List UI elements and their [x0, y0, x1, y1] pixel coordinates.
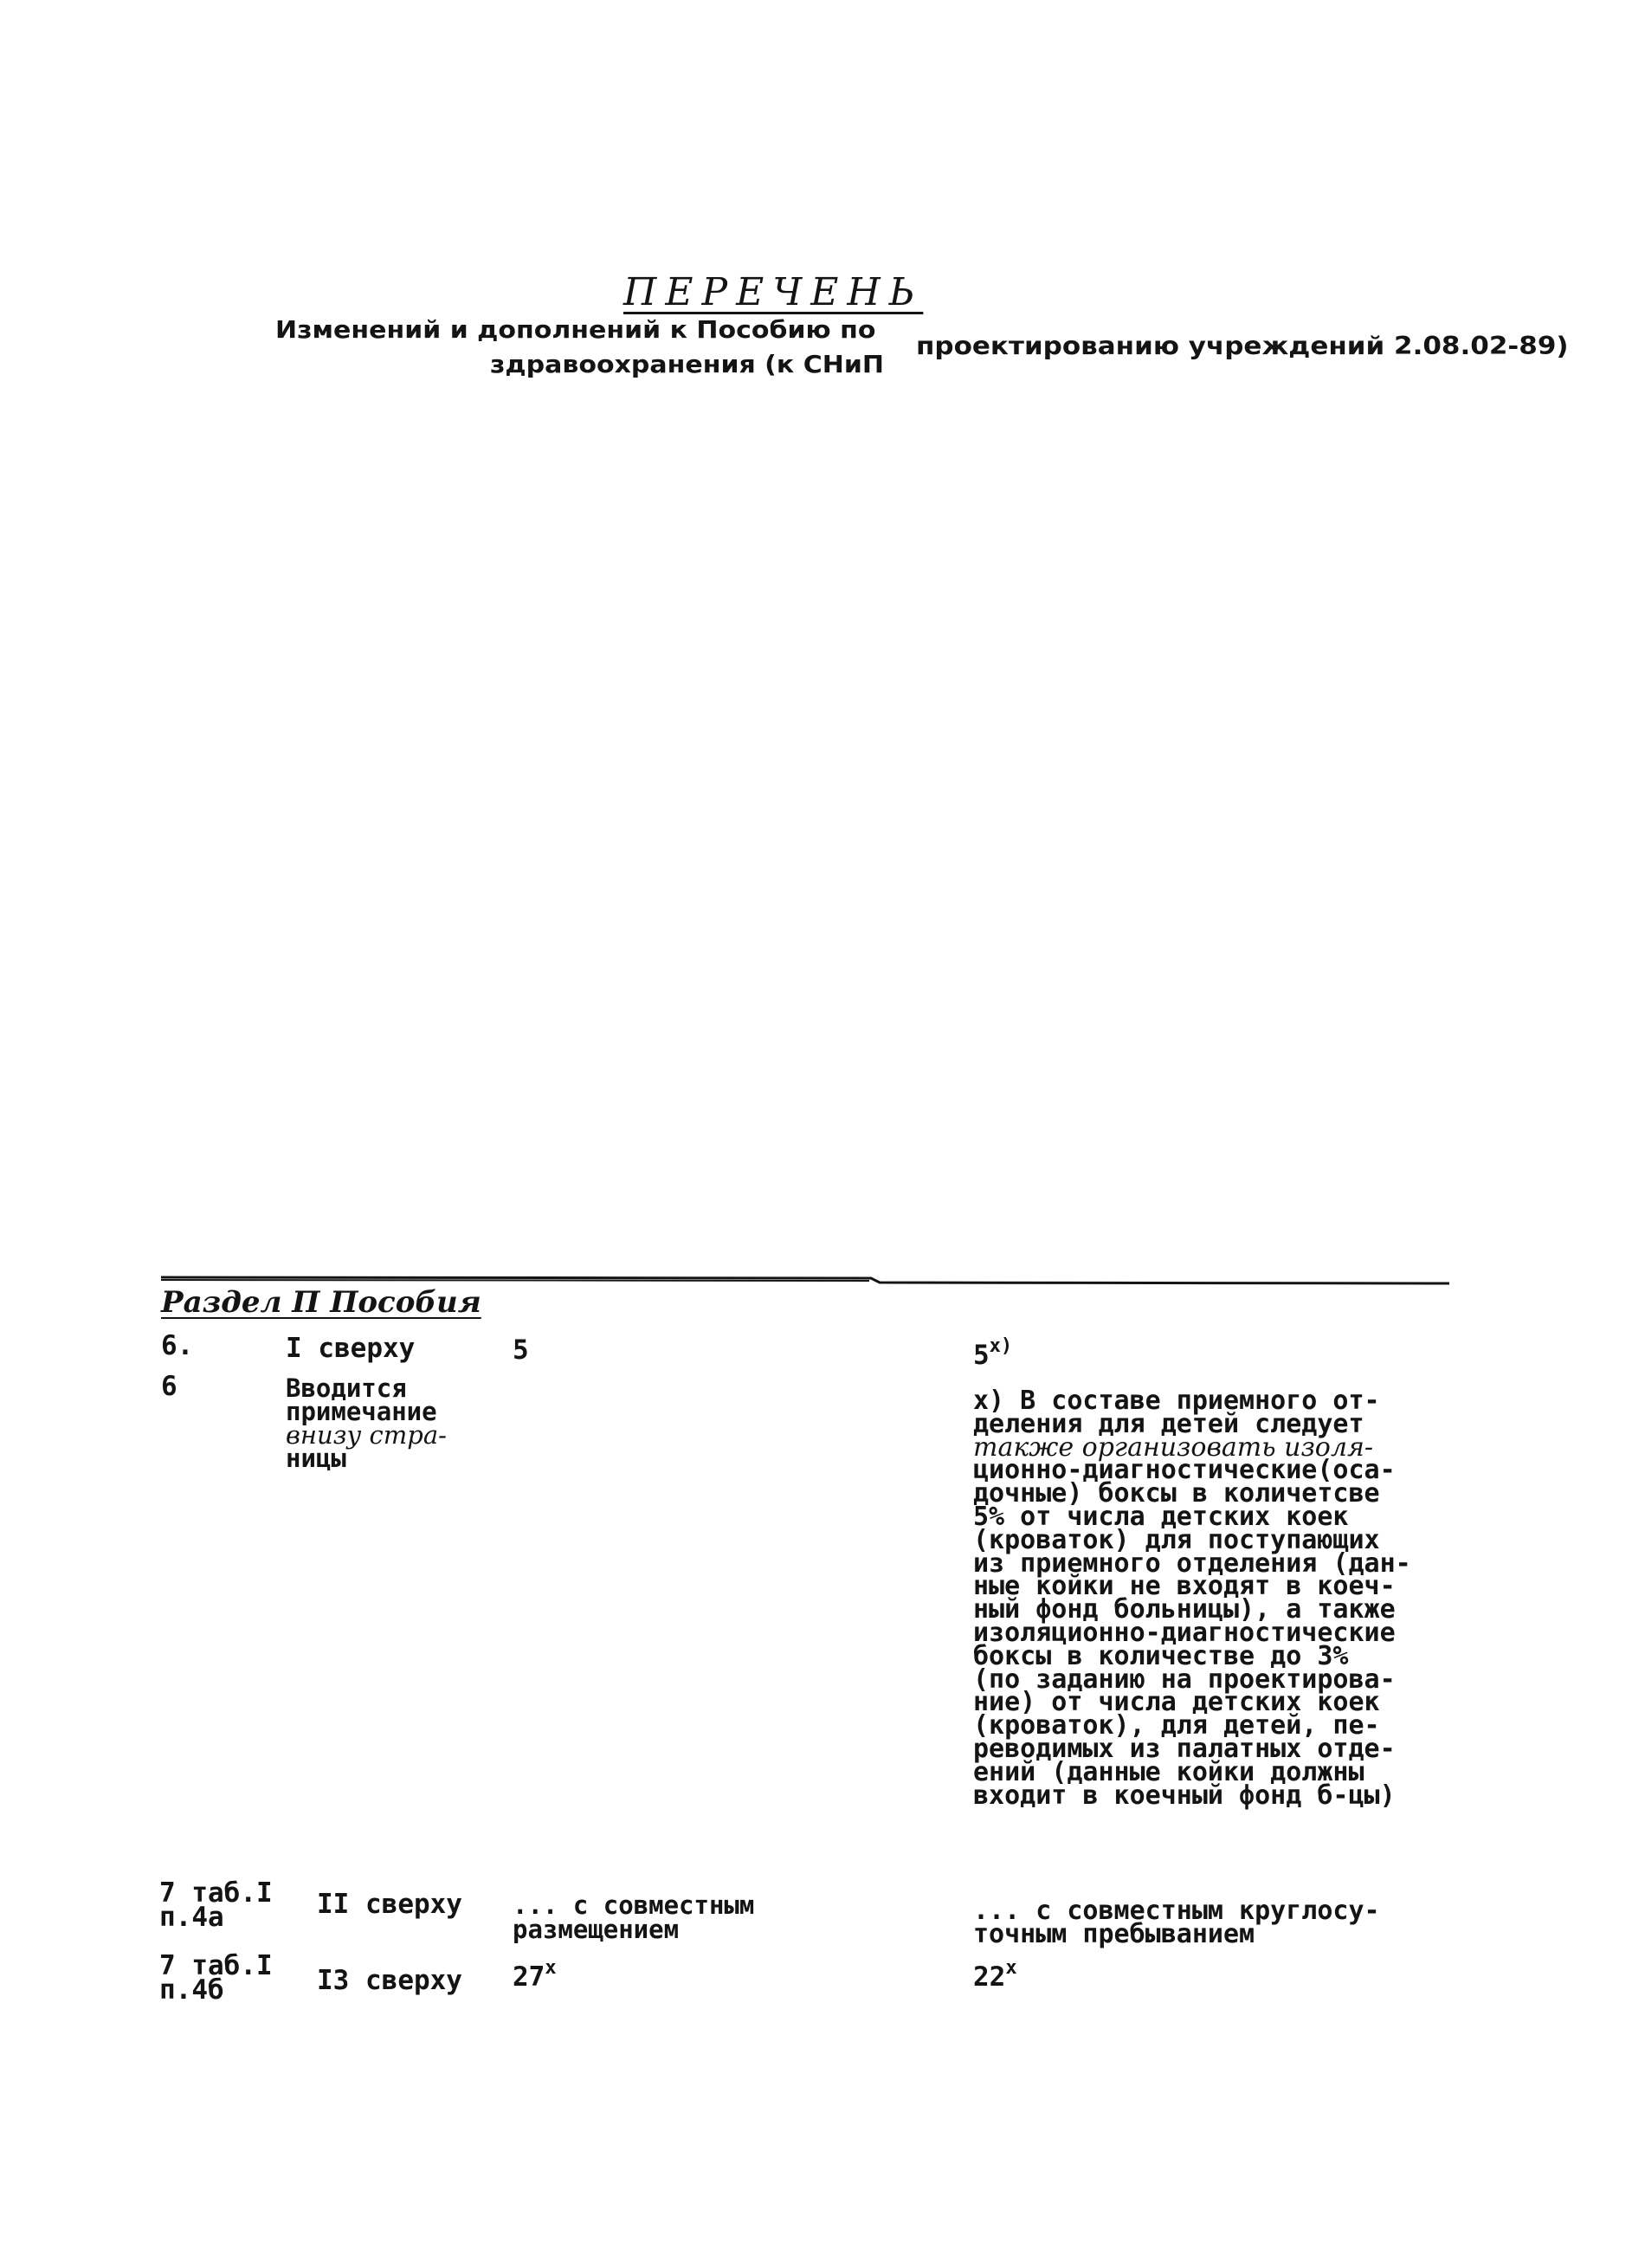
row1-now-footnote-mark: x) [989, 1335, 1013, 1357]
row2-line [286, 1373, 447, 1473]
row1-now [973, 1335, 1013, 1371]
note-line-12: боксы в количестве до 3% [973, 1640, 1349, 1671]
row1-page: 6. [161, 1330, 194, 1361]
note-line-8: из приемного отделения (дан- [973, 1548, 1411, 1579]
row4-now [973, 1957, 1017, 1993]
note-line-7: (кроваток) для поступающих [973, 1524, 1380, 1555]
subtitle-line-3: проектированию учреждений 2.08.02-89) [916, 332, 1569, 361]
row3-now-line-1: ... с совместным круглосу- [973, 1896, 1380, 1926]
note-line-3: также организовать изоля- [973, 1431, 1373, 1463]
note-line-6: 5% от числа детских коек [973, 1501, 1349, 1532]
note-line-16: реводимых из палатных отде- [973, 1733, 1396, 1764]
row3-now [973, 1896, 1380, 1949]
row3-now-line-2: точным пребыванием [973, 1919, 1255, 1949]
note-line-5: дочные) боксы в количетсве [973, 1478, 1380, 1509]
note-line-4: ционно-диагностические(оса- [973, 1455, 1396, 1486]
row2-page: 6 [161, 1371, 177, 1402]
note-line-15: (кроваток), для детей, пе- [973, 1710, 1380, 1741]
row1-was: 5 [513, 1334, 529, 1366]
row4-page-line-2: п.4б [159, 1974, 224, 2006]
row3-line: II сверху [317, 1889, 462, 1920]
row2-line-2: примечание [286, 1397, 437, 1426]
section-heading: Раздел П Пособия [161, 1285, 481, 1320]
row2-line-4: ницы [286, 1444, 346, 1473]
row2-line-1: Вводится [286, 1373, 407, 1403]
row3-page-line-1: 7 таб.I [159, 1877, 273, 1909]
row1-line: I сверху [286, 1333, 416, 1364]
row3-was-line-2: размещением [513, 1915, 680, 1944]
row4-line: I3 сверху [317, 1965, 462, 1996]
row4-page-line-1: 7 таб.I [159, 1950, 273, 1981]
row4-was-value: 27 [513, 1961, 545, 1993]
note-line-9: ные койки не входят в коеч- [973, 1571, 1396, 1602]
note-line-18: входит в коечный фонд б-цы) [973, 1780, 1396, 1811]
row4-was [513, 1957, 557, 1993]
note-line-11: изоляционно-диагностические [973, 1617, 1396, 1648]
row3-was [513, 1890, 755, 1944]
subtitle-line-1: Изменений и дополнений к Пособию по [275, 316, 876, 345]
note-line-10: ный фонд больницы), а также [973, 1594, 1396, 1625]
row2-line-3: внизу стра- [286, 1420, 447, 1450]
note-line-14: ние) от числа детских коек [973, 1687, 1380, 1718]
note-line-13: (по заданию на проектирова- [973, 1664, 1396, 1695]
note-line-17: ений (данные койки должны [973, 1756, 1364, 1787]
row4-was-footnote-mark: x [545, 1957, 557, 1979]
document-title: ПЕРЕЧЕНЬ [623, 270, 924, 314]
subtitle-line-2: здравоохранения (к СНиП [490, 351, 884, 379]
row1-now-value: 5 [973, 1340, 990, 1371]
row3-page [159, 1877, 273, 1933]
row4-now-footnote-mark: x [1005, 1957, 1017, 1979]
row3-page-line-2: п.4а [159, 1902, 224, 1933]
row4-now-value: 22 [973, 1961, 1006, 1993]
row2-note [973, 1386, 1458, 1811]
note-line-1: x) В составе приемного от- [973, 1386, 1380, 1416]
row4-page [159, 1950, 273, 2006]
note-line-2: деления для детей следует [973, 1408, 1364, 1439]
row3-was-line-1: ... с совместным [513, 1890, 755, 1920]
